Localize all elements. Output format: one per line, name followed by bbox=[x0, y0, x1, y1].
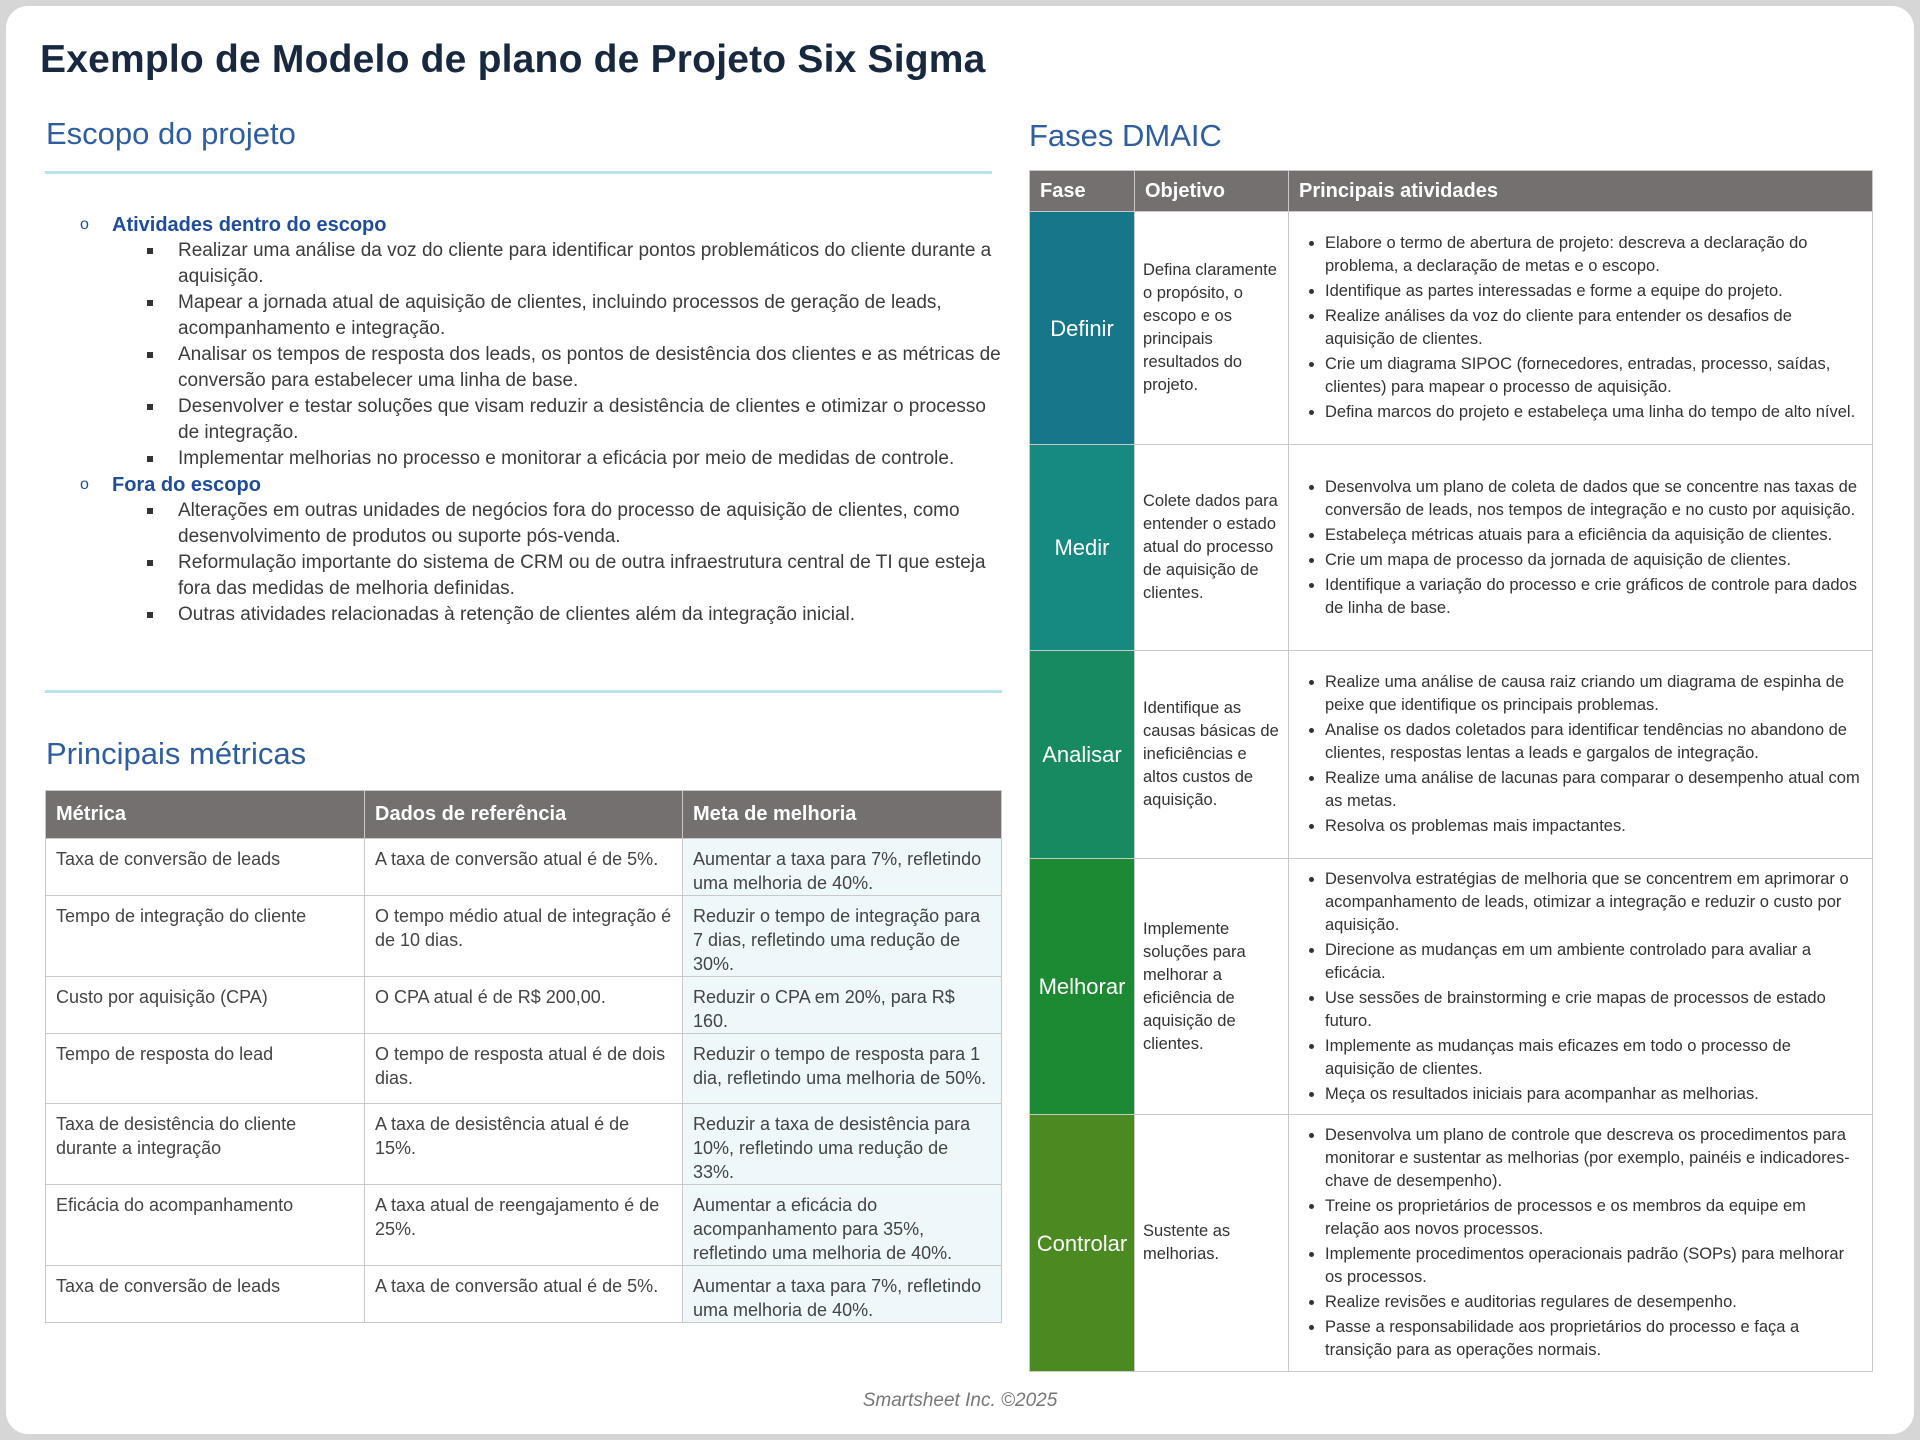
table-row bbox=[46, 1266, 1002, 1323]
metric-name-cell: Tempo de integração do cliente bbox=[46, 896, 365, 977]
scope-list bbox=[80, 212, 1010, 628]
square-bullet-icon bbox=[147, 508, 153, 514]
phase-activities-cell bbox=[1289, 651, 1873, 859]
square-bullet-icon bbox=[147, 352, 153, 358]
table-row bbox=[46, 977, 1002, 1034]
activity-item: • Realize revisões e auditorias regulares de desempenho. bbox=[1325, 1291, 1864, 1314]
activity-item: • Realize análises da voz do cliente para entender os desafios de aquisição de clientes. bbox=[1325, 305, 1864, 351]
metric-name-cell: Taxa de conversão de leads bbox=[46, 1266, 365, 1323]
metric-name-cell: Eficácia do acompanhamento bbox=[46, 1185, 365, 1266]
metrics-header-row bbox=[46, 791, 1002, 839]
table-row bbox=[1030, 212, 1873, 445]
table-row bbox=[46, 1104, 1002, 1185]
scope-item-text: Analisar os tempos de resposta dos leads, os pontos de desistência dos clientes e as métricas de conversão para estabelecer uma linha de base. bbox=[178, 344, 1001, 391]
metric-name-cell: Custo por aquisição (CPA) bbox=[46, 977, 365, 1034]
metric-name-cell: Taxa de conversão de leads bbox=[46, 839, 365, 896]
table-row bbox=[1030, 1115, 1873, 1372]
activity-item: • Realize uma análise de causa raiz criando um diagrama de espinha de peixe que identifique os principais problemas. bbox=[1325, 671, 1864, 717]
activity-item: • Implemente as mudanças mais eficazes em todo o processo de aquisição de clientes. bbox=[1325, 1035, 1864, 1081]
square-bullet-icon bbox=[147, 404, 153, 410]
activity-item: • Desenvolva estratégias de melhoria que se concentrem em aprimorar o acompanhamento de leads, otimizar a integração e reduzir o custo por aquisição. bbox=[1325, 868, 1864, 937]
goal-cell: Aumentar a taxa para 7%, refletindo uma melhoria de 40%. bbox=[683, 839, 1002, 896]
phase-name-cell: Controlar bbox=[1030, 1115, 1135, 1372]
scope-group-label: Atividades dentro do escopo bbox=[112, 214, 387, 236]
activities-list bbox=[1301, 232, 1864, 424]
square-bullet-icon bbox=[147, 248, 153, 254]
scope-list-item bbox=[80, 550, 1010, 602]
phase-objective-cell: Sustente as melhorias. bbox=[1135, 1115, 1289, 1372]
baseline-cell: A taxa de desistência atual é de 15%. bbox=[365, 1104, 683, 1185]
page-title: Exemplo de Modelo de plano de Projeto Six Sigma bbox=[40, 38, 986, 81]
scope-item-text: Mapear a jornada atual de aquisição de clientes, incluindo processos de geração de leads, acompanhamento e integração. bbox=[178, 292, 942, 339]
metrics-column-header: Dados de referência bbox=[365, 791, 683, 839]
scope-list-item bbox=[80, 342, 1010, 394]
hollow-bullet-icon: o bbox=[80, 476, 89, 493]
table-row bbox=[1030, 445, 1873, 651]
activity-item: • Passe a responsabilidade aos proprietários do processo e faça a transição para as operações normais. bbox=[1325, 1316, 1864, 1362]
phase-activities-cell bbox=[1289, 859, 1873, 1115]
footer-copyright: Smartsheet Inc. ©2025 bbox=[862, 1390, 1058, 1411]
hollow-bullet-icon: o bbox=[80, 216, 89, 233]
dmaic-heading: Fases DMAIC bbox=[1029, 118, 1222, 153]
scope-item-text: Reformulação importante do sistema de CRM ou de outra infraestrutura central de TI que esteja fora das medidas de melhoria definidas. bbox=[178, 552, 986, 599]
metric-name-cell: Tempo de resposta do lead bbox=[46, 1034, 365, 1104]
activity-item: • Elabore o termo de abertura de projeto: descreva a declaração do problema, a declaração de metas e o escopo. bbox=[1325, 232, 1864, 278]
activity-item: • Estabeleça métricas atuais para a eficiência da aquisição de clientes. bbox=[1325, 524, 1864, 547]
table-row bbox=[46, 1034, 1002, 1104]
scope-group-label: Fora do escopo bbox=[112, 474, 261, 496]
phase-activities-cell bbox=[1289, 212, 1873, 445]
activity-item: • Crie um diagrama SIPOC (fornecedores, entradas, processo, saídas, clientes) para mapear o processo de aquisição. bbox=[1325, 353, 1864, 399]
activity-item: • Crie um mapa de processo da jornada de aquisição de clientes. bbox=[1325, 549, 1864, 572]
phase-activities-cell bbox=[1289, 445, 1873, 651]
goal-cell: Aumentar a eficácia do acompanhamento para 35%, refletindo uma melhoria de 40%. bbox=[683, 1185, 1002, 1266]
activity-item: • Analise os dados coletados para identificar tendências no abandono de clientes, respostas lentas a leads e gargalos de integração. bbox=[1325, 719, 1864, 765]
baseline-cell: A taxa de conversão atual é de 5%. bbox=[365, 839, 683, 896]
dmaic-column-header: Fase bbox=[1030, 171, 1135, 212]
scope-list-item bbox=[80, 446, 1010, 472]
dmaic-table bbox=[1029, 170, 1873, 1372]
scope-item-text: Implementar melhorias no processo e monitorar a eficácia por meio de medidas de controle. bbox=[178, 448, 955, 469]
scope-heading: Escopo do projeto bbox=[46, 116, 296, 151]
phase-name-cell: Definir bbox=[1030, 212, 1135, 445]
dmaic-column-header: Objetivo bbox=[1135, 171, 1289, 212]
scope-group-heading bbox=[80, 472, 1010, 498]
baseline-cell: A taxa de conversão atual é de 5%. bbox=[365, 1266, 683, 1323]
activities-list bbox=[1301, 1124, 1864, 1362]
scope-list-item bbox=[80, 238, 1010, 290]
phase-objective-cell: Defina claramente o propósito, o escopo e os principais resultados do projeto. bbox=[1135, 212, 1289, 445]
table-row bbox=[1030, 651, 1873, 859]
goal-cell: Reduzir a taxa de desistência para 10%, refletindo uma redução de 33%. bbox=[683, 1104, 1002, 1185]
phase-name-cell: Analisar bbox=[1030, 651, 1135, 859]
activity-item: • Realize uma análise de lacunas para comparar o desempenho atual com as metas. bbox=[1325, 767, 1864, 813]
phase-objective-cell: Colete dados para entender o estado atual do processo de aquisição de clientes. bbox=[1135, 445, 1289, 651]
activity-item: • Use sessões de brainstorming e crie mapas de processos de estado futuro. bbox=[1325, 987, 1864, 1033]
scope-item-text: Alterações em outras unidades de negócios fora do processo de aquisição de clientes, como desenvolvimento de produtos ou suporte pós-venda. bbox=[178, 500, 960, 547]
activity-item: • Meça os resultados iniciais para acompanhar as melhorias. bbox=[1325, 1083, 1864, 1106]
metrics-table bbox=[45, 790, 1002, 1323]
activities-list bbox=[1301, 476, 1864, 620]
activity-item: • Identifique as partes interessadas e forme a equipe do projeto. bbox=[1325, 280, 1864, 303]
square-bullet-icon bbox=[147, 300, 153, 306]
activity-item: • Treine os proprietários de processos e os membros da equipe em relação aos novos processos. bbox=[1325, 1195, 1864, 1241]
activity-item: • Defina marcos do projeto e estabeleça uma linha do tempo de alto nível. bbox=[1325, 401, 1864, 424]
metrics-column-header: Meta de melhoria bbox=[683, 791, 1002, 839]
scope-item-text: Realizar uma análise da voz do cliente para identificar pontos problemáticos do cliente durante a aquisição. bbox=[178, 240, 992, 287]
activity-item: • Desenvolva um plano de coleta de dados que se concentre nas taxas de conversão de leads, nos tempos de integração e no custo por aquisição. bbox=[1325, 476, 1864, 522]
baseline-cell: O tempo de resposta atual é de dois dias. bbox=[365, 1034, 683, 1104]
phase-name-cell: Medir bbox=[1030, 445, 1135, 651]
baseline-cell: O tempo médio atual de integração é de 10 dias. bbox=[365, 896, 683, 977]
square-bullet-icon bbox=[147, 560, 153, 566]
phase-activities-cell bbox=[1289, 1115, 1873, 1372]
activity-item: • Resolva os problemas mais impactantes. bbox=[1325, 815, 1864, 838]
metrics-divider bbox=[45, 690, 1002, 693]
scope-item-text: Outras atividades relacionadas à retenção de clientes além da integração inicial. bbox=[178, 604, 856, 625]
phase-objective-cell: Identifique as causas básicas de ineficiências e altos custos de aquisição. bbox=[1135, 651, 1289, 859]
goal-cell: Reduzir o tempo de integração para 7 dias, refletindo uma redução de 30%. bbox=[683, 896, 1002, 977]
goal-cell: Reduzir o tempo de resposta para 1 dia, refletindo uma melhoria de 50%. bbox=[683, 1034, 1002, 1104]
square-bullet-icon bbox=[147, 456, 153, 462]
baseline-cell: A taxa atual de reengajamento é de 25%. bbox=[365, 1185, 683, 1266]
scope-list-item bbox=[80, 290, 1010, 342]
goal-cell: Reduzir o CPA em 20%, para R$ 160. bbox=[683, 977, 1002, 1034]
table-row bbox=[46, 839, 1002, 896]
scope-group-heading bbox=[80, 212, 1010, 238]
phase-objective-cell: Implemente soluções para melhorar a eficiência de aquisição de clientes. bbox=[1135, 859, 1289, 1115]
activities-list bbox=[1301, 671, 1864, 838]
scope-list-item bbox=[80, 602, 1010, 628]
scope-list-item bbox=[80, 394, 1010, 446]
metrics-heading: Principais métricas bbox=[46, 736, 307, 771]
goal-cell: Aumentar a taxa para 7%, refletindo uma melhoria de 40%. bbox=[683, 1266, 1002, 1323]
dmaic-column-header: Principais atividades bbox=[1289, 171, 1873, 212]
metric-name-cell: Taxa de desistência do cliente durante a integração bbox=[46, 1104, 365, 1185]
scope-item-text: Desenvolver e testar soluções que visam reduzir a desistência de clientes e otimizar o processo de integração. bbox=[178, 396, 986, 443]
activity-item: • Direcione as mudanças em um ambiente controlado para avaliar a eficácia. bbox=[1325, 939, 1864, 985]
table-row bbox=[46, 896, 1002, 977]
metrics-column-header: Métrica bbox=[46, 791, 365, 839]
activity-item: • Implemente procedimentos operacionais padrão (SOPs) para melhorar os processos. bbox=[1325, 1243, 1864, 1289]
activity-item: • Desenvolva um plano de controle que descreva os procedimentos para monitorar e sustentar as melhorias (por exemplo, painéis e indicadores-chave de desempenho). bbox=[1325, 1124, 1864, 1193]
activities-list bbox=[1301, 868, 1864, 1106]
scope-list-item bbox=[80, 498, 1010, 550]
table-row bbox=[46, 1185, 1002, 1266]
table-row bbox=[1030, 859, 1873, 1115]
baseline-cell: O CPA atual é de R$ 200,00. bbox=[365, 977, 683, 1034]
square-bullet-icon bbox=[147, 612, 153, 618]
dmaic-header-row bbox=[1030, 171, 1873, 212]
phase-name-cell: Melhorar bbox=[1030, 859, 1135, 1115]
scope-divider bbox=[45, 171, 992, 174]
activity-item: • Identifique a variação do processo e crie gráficos de controle para dados de linha de base. bbox=[1325, 574, 1864, 620]
